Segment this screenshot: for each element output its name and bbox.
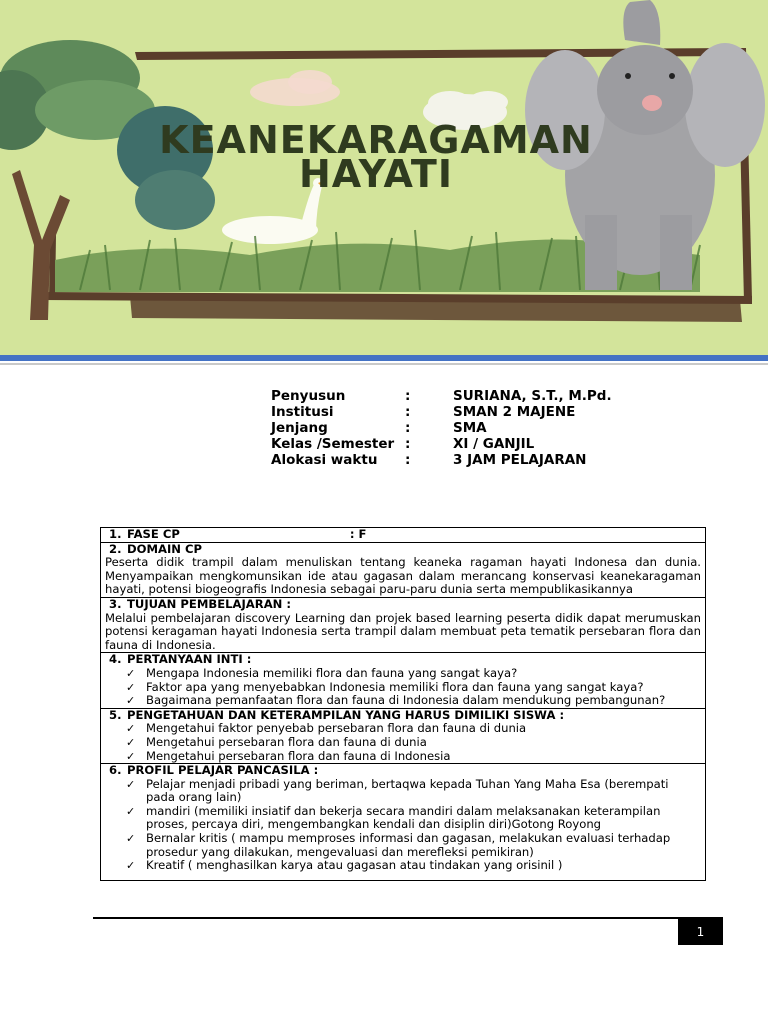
check-icon: ✓ — [126, 832, 136, 846]
cover-banner — [0, 0, 768, 356]
meta-value: 3 JAM PELAJARAN — [453, 452, 587, 468]
list-item — [126, 750, 701, 764]
meta-key: Jenjang — [271, 420, 328, 436]
section-pancasila-profile — [101, 764, 705, 873]
list-item — [126, 805, 701, 832]
meta-key: Alokasi waktu — [271, 452, 378, 468]
section-number: 3. — [109, 596, 122, 611]
footer-rule — [93, 917, 723, 919]
section-knowledge-skills — [101, 709, 705, 764]
check-icon: ✓ — [126, 722, 136, 736]
section-text: Melalui pembelajaran discovery Learning dan projek based learning peserta didik dapat merumuskan potensi keragaman hayati Indonesia serta trampil dalam membuat peta tematik persebaran flora dan fauna di Indonesia. — [105, 610, 701, 652]
banner-divider — [0, 355, 768, 361]
list-item-text: Mengapa Indonesia memiliki flora dan fauna yang sangat kaya? — [146, 665, 518, 680]
section-value: : F — [349, 527, 367, 541]
checklist — [105, 667, 701, 708]
meta-value: SURIANA, S.T., M.Pd. — [453, 388, 612, 404]
section-title: PERTANYAAN INTI : — [127, 652, 252, 667]
section-heading — [105, 543, 701, 557]
list-item-text: Mengetahui faktor penyebab persebaran flora dan fauna di dunia — [146, 721, 527, 736]
list-item — [126, 778, 701, 805]
list-item-text: mandiri (memiliki insiatif dan bekerja secara mandiri dalam melaksanakan keterampilan proses, percaya diri, mengembangkan kendali dan disiplin diri)Gotong Royong — [146, 803, 661, 832]
section-number: 5. — [109, 707, 122, 722]
list-item — [126, 681, 701, 695]
section-number: 4. — [109, 652, 122, 667]
meta-value: SMAN 2 MAJENE — [453, 404, 576, 420]
section-heading — [105, 764, 701, 778]
check-icon: ✓ — [126, 694, 136, 708]
list-item-text: Pelajar menjadi pribadi yang beriman, bertaqwa kepada Tuhan Yang Maha Esa (berempati pada orang lain) — [146, 776, 669, 805]
section-title: PROFIL PELAJAR PANCASILA : — [127, 763, 319, 778]
list-item — [126, 859, 701, 873]
section-number: 2. — [109, 541, 122, 556]
meta-sep: : — [405, 388, 411, 404]
list-item-text: Bagaimana pemanfaatan flora dan fauna di Indonesia dalam mendukung pembangunan? — [146, 693, 666, 708]
section-title: TUJUAN PEMBELAJARAN : — [127, 596, 292, 611]
list-item-text: Mengetahui persebaran flora dan fauna di Indonesia — [146, 748, 451, 763]
list-item — [126, 832, 701, 859]
meta-sep: : — [405, 420, 411, 436]
section-domain-cp — [101, 543, 705, 598]
section-heading — [105, 528, 701, 542]
checklist — [105, 722, 701, 763]
list-item-text: Mengetahui persebaran flora dan fauna di dunia — [146, 734, 427, 749]
cover-title-line1: KEANEKARAGAMAN — [159, 118, 593, 162]
meta-sep: : — [405, 452, 411, 468]
cover-title-line2: HAYATI — [299, 152, 453, 196]
list-item — [126, 736, 701, 750]
section-learning-goals — [101, 598, 705, 653]
check-icon: ✓ — [126, 777, 136, 791]
meta-key: Penyusun — [271, 388, 346, 404]
page-number: 1 — [678, 919, 723, 945]
list-item — [126, 667, 701, 681]
section-title: DOMAIN CP — [127, 541, 203, 556]
list-item — [126, 694, 701, 708]
check-icon: ✓ — [126, 680, 136, 694]
check-icon: ✓ — [126, 735, 136, 749]
section-heading — [105, 709, 701, 723]
list-item-text: Bernalar kritis ( mampu memproses informasi dan gagasan, melakukan evaluasi terhadap prosedur yang dilakukan, mengevaluasi dan merefleksi pemikiran) — [146, 831, 671, 859]
list-item — [126, 722, 701, 736]
check-icon: ✓ — [126, 859, 136, 873]
section-title: FASE CP — [127, 527, 180, 541]
section-number: 6. — [109, 763, 122, 778]
banner-divider-shadow — [0, 363, 768, 365]
section-heading — [105, 598, 701, 612]
list-item-text: Kreatif ( menghasilkan karya atau gagasan atau tindakan yang orisinil ) — [146, 858, 563, 873]
section-title: PENGETAHUAN DAN KETERAMPILAN YANG HARUS DIMILIKI SISWA : — [127, 707, 565, 722]
learning-outline-table — [100, 527, 706, 881]
meta-value: XI / GANJIL — [453, 436, 535, 452]
meta-key: Institusi — [271, 404, 334, 420]
section-core-questions — [101, 653, 705, 708]
section-number: 1. — [109, 527, 122, 541]
list-item-text: Faktor apa yang menyebabkan Indonesia memiliki flora dan fauna yang sangat kaya? — [146, 679, 644, 694]
section-text: Peserta didik trampil dalam menuliskan tentang keaneka ragaman hayati Indonesa dan dunia. Menyampaikan mengkomunsikan ide atau gagasan dalam merancang konservasi keanekaragaman hayati, potensi biogeografis Indonesia sebagai paru-paru dunia serta mempublikasikannya — [105, 555, 701, 597]
meta-sep: : — [405, 436, 411, 452]
section-heading — [105, 653, 701, 667]
meta-sep: : — [405, 404, 411, 420]
meta-key: Kelas /Semester — [271, 436, 395, 452]
check-icon: ✓ — [126, 749, 136, 763]
meta-value: SMA — [453, 420, 487, 436]
checklist — [105, 778, 701, 873]
check-icon: ✓ — [126, 804, 136, 818]
check-icon: ✓ — [126, 666, 136, 680]
section-fase-cp — [101, 528, 705, 543]
